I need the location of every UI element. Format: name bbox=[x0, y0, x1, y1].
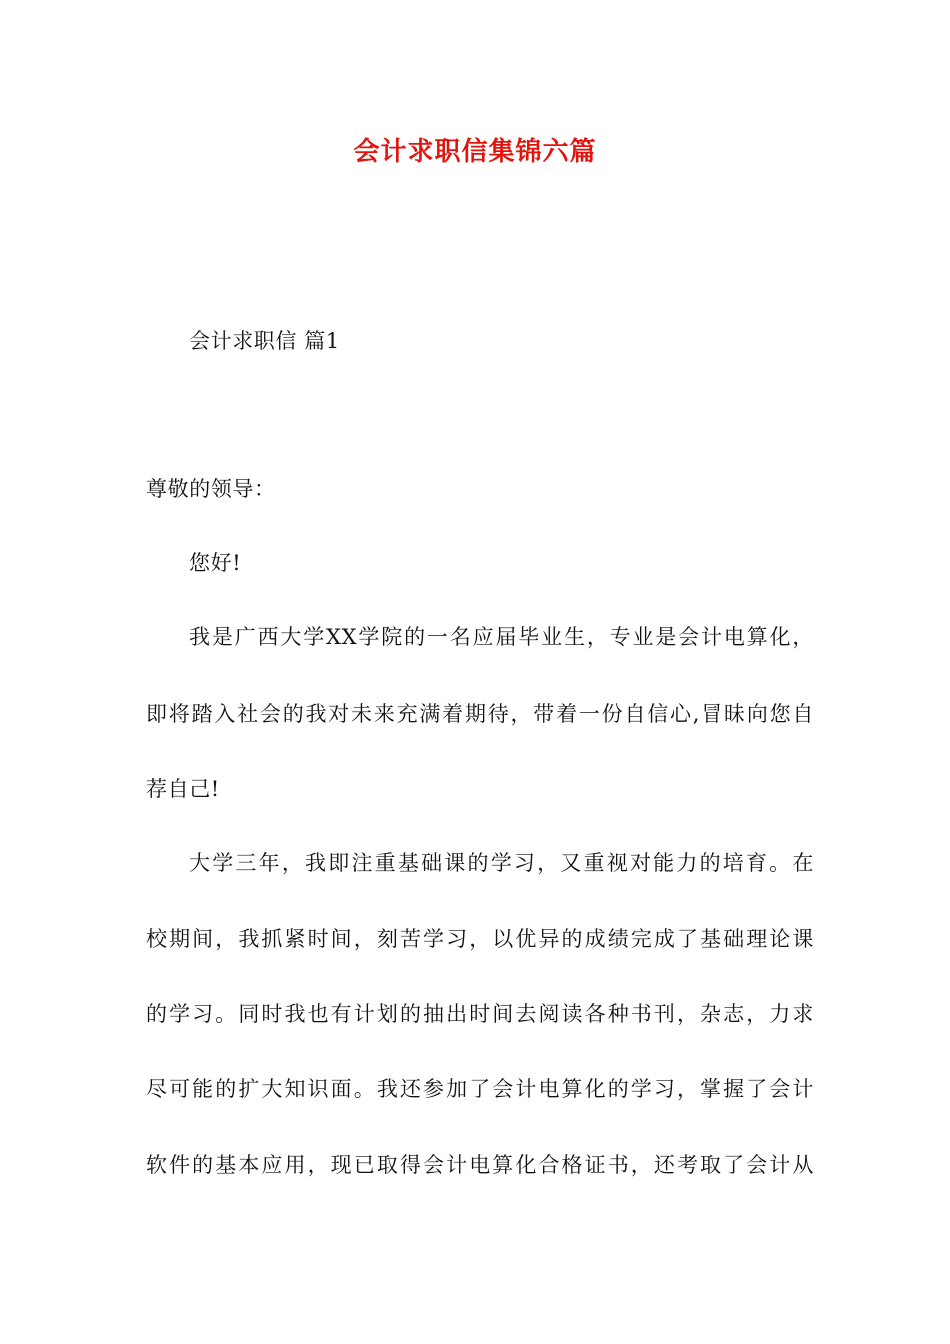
paragraph-2-line-3: 的学习。同时我也有计划的抽出时间去阅读各种书刊，杂志，力求 bbox=[146, 1002, 814, 1026]
paragraph-1-line-1: 我是广西大学XX学院的一名应届毕业生，专业是会计电算化， bbox=[189, 625, 814, 649]
paragraph-1-line-3: 荐自己! bbox=[146, 777, 220, 801]
paragraph-2-line-2: 校期间，我抓紧时间，刻苦学习，以优异的成绩完成了基础理论课 bbox=[146, 927, 814, 951]
paragraph-2-line-5: 软件的基本应用，现已取得会计电算化合格证书，还考取了会计从 bbox=[146, 1153, 814, 1177]
greeting: 您好! bbox=[189, 551, 242, 575]
paragraph-2-line-4: 尽可能的扩大知识面。我还参加了会计电算化的学习，掌握了会计 bbox=[146, 1077, 814, 1101]
document-title: 会计求职信集锦六篇 bbox=[353, 137, 597, 167]
paragraph-1-line-2: 即将踏入社会的我对未来充满着期待，带着一份自信心,冒昧向您自 bbox=[146, 702, 814, 726]
paragraph-2-line-1: 大学三年，我即注重基础课的学习，又重视对能力的培育。在 bbox=[189, 851, 814, 875]
salutation: 尊敬的领导： bbox=[146, 477, 276, 501]
section-heading: 会计求职信 篇1 bbox=[189, 329, 340, 353]
